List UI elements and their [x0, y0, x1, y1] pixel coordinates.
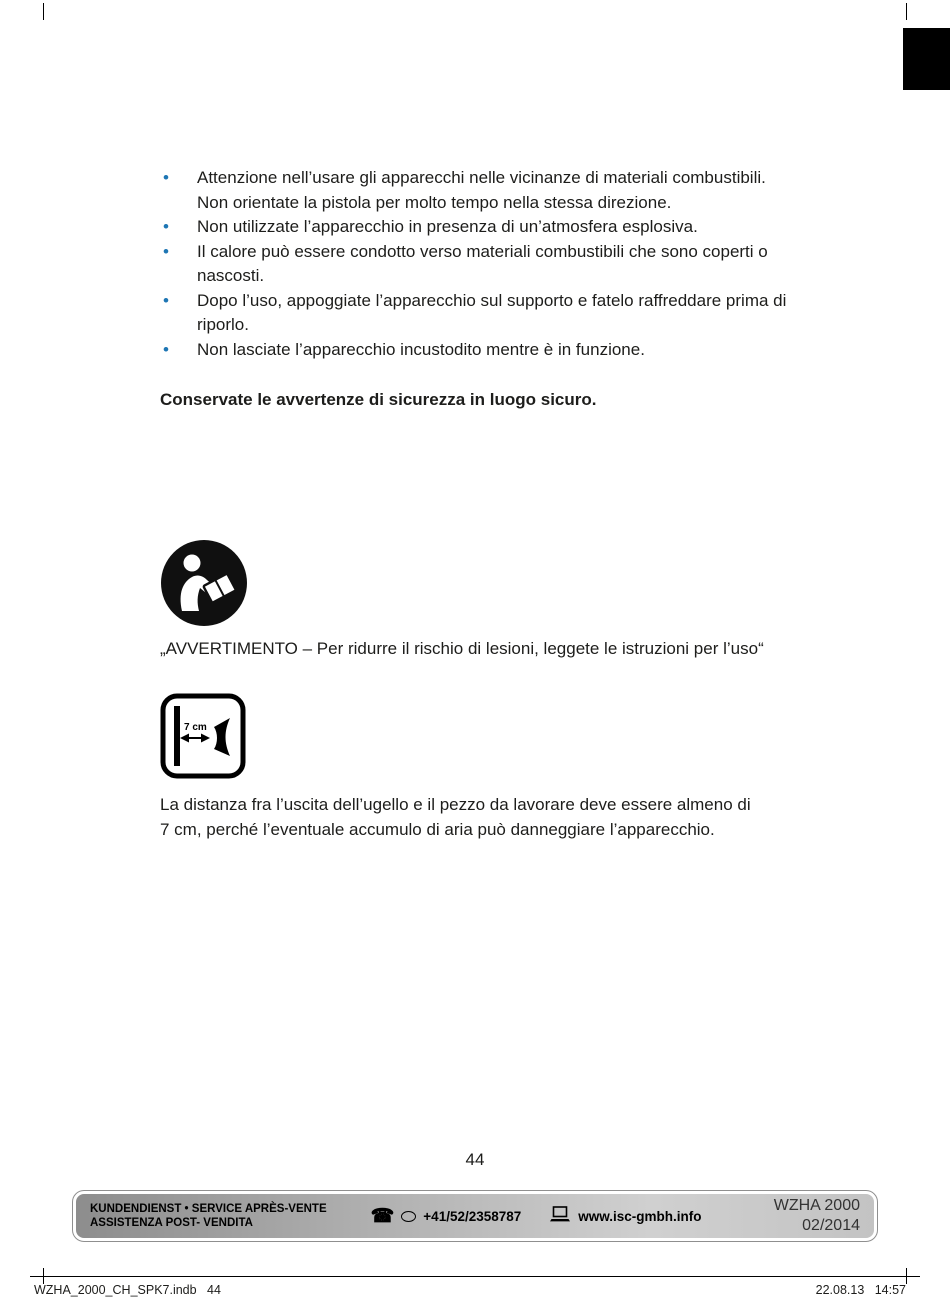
- web-contact: [549, 1206, 701, 1226]
- crop-mark-bottom-right: [906, 1268, 907, 1284]
- model-block: [774, 1196, 860, 1236]
- service-info: [90, 1202, 327, 1230]
- page-number: 44: [465, 1150, 485, 1169]
- nozzle-distance-icon: [160, 693, 246, 779]
- safety-list-item: • Il calore può essere condotto verso materiali combustibili che sono coperti o nascosti.: [160, 240, 800, 289]
- safety-notice: Conservate le avvertenze di sicurezza in luogo sicuro.: [160, 390, 597, 409]
- website: www.isc-gmbh.info: [578, 1208, 702, 1224]
- phone-contact: [371, 1207, 522, 1226]
- distance-label: 7 cm: [184, 722, 207, 733]
- service-footer: [72, 1190, 878, 1242]
- warning-caption: „AVVERTIMENTO – Per ridurre il rischio di lesioni, leggete le istruzioni per l’uso“: [160, 638, 764, 658]
- model-name: WZHA 2000: [773, 1197, 860, 1214]
- crop-mark-bottom-left: [43, 1268, 44, 1284]
- safety-list-item: • Non utilizzate l’apparecchio in presenza di un’atmosfera esplosiva.: [160, 215, 800, 240]
- crop-mark-top-right: [906, 3, 907, 20]
- service-line-1: KUNDENDIENST • SERVICE APRÈS-VENTE: [90, 1203, 327, 1215]
- safety-list-item: • Dopo l’uso, appoggiate l’apparecchio sul supporto e fatelo raffreddare prima di riporlo.: [160, 289, 800, 338]
- safety-list-item: • Non lasciate l’apparecchio incustodito mentre è in funzione.: [160, 338, 800, 363]
- print-file-info: WZHA_2000_CH_SPK7.indb 44: [34, 1283, 221, 1297]
- telecom-approval-icon: [401, 1211, 416, 1222]
- service-line-2: ASSISTENZA POST- VENDITA: [90, 1217, 253, 1229]
- safety-list: [160, 166, 800, 362]
- print-trim-line: [30, 1276, 920, 1277]
- phone-icon: ☎: [370, 1205, 395, 1227]
- ink-registration-bar: [903, 28, 950, 90]
- distance-caption: La distanza fra l’uscita dell’ugello e il pezzo da lavorare deve essere almeno di 7 cm, perché l’eventuale accumulo di aria può danneggiare l’apparecchio.: [160, 795, 751, 839]
- safety-list-item: • Attenzione nell’usare gli apparecchi nelle vicinanze di materiali combustibili. Non orientate la pistola per molto tempo nella stessa direzione.: [160, 166, 800, 215]
- edition-date: 02/2014: [802, 1217, 860, 1234]
- service-footer-bar: [76, 1194, 874, 1238]
- phone-number: +41/52/2358787: [423, 1208, 522, 1224]
- content-column: [160, 166, 800, 842]
- read-instructions-icon: [160, 539, 248, 627]
- crop-mark-top-left: [43, 3, 44, 20]
- print-timestamp: 22.08.13 14:57: [815, 1283, 906, 1297]
- laptop-icon: [549, 1206, 571, 1226]
